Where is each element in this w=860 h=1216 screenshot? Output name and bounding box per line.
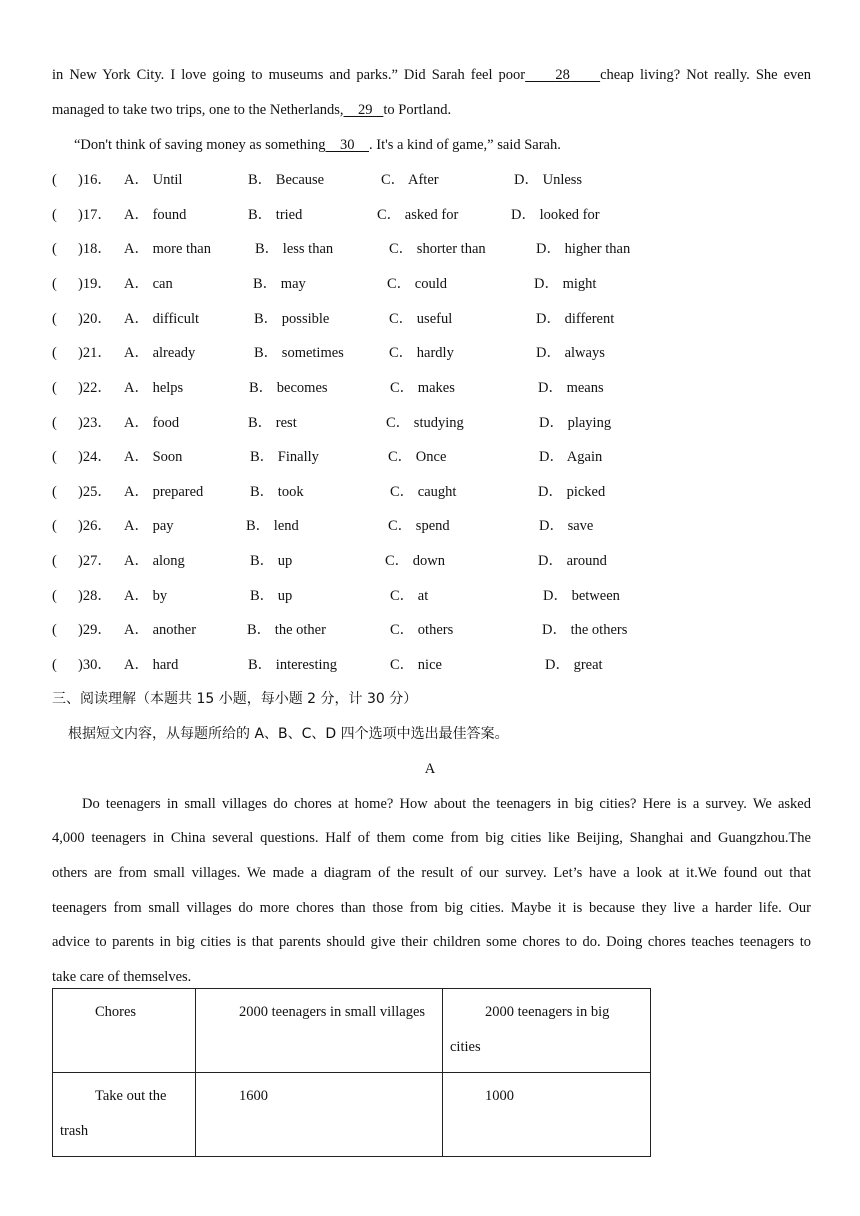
answer-paren: ( [52,380,57,396]
answer-paren: ( [52,207,57,223]
question-number: )18． [78,241,112,257]
option-a: A． can [124,276,173,292]
option-a: A． along [124,553,185,569]
question-number: )16． [78,172,112,188]
option-a: A． difficult [124,311,200,327]
question-number: )22． [78,380,112,396]
question-number: )30． [78,657,112,673]
option-a: A． Until [124,172,183,188]
question-number: )23． [78,415,112,431]
passage-line-2 [52,101,811,119]
answer-paren: ( [52,276,57,292]
option-b: B． took [250,484,304,500]
answer-paren: ( [52,553,57,569]
option-d: D． great [545,657,603,673]
reading-line: 4,000 teenagers in China several questions. Half of them come from big cities like Beijing, Shanghai and Guangzhou.The [52,830,811,846]
answer-paren: ( [52,518,57,534]
section-instruction: 根据短文内容，从每题所给的 A、B、C、D 四个选项中选出最佳答案。 [68,726,509,742]
question-number: )27． [78,553,112,569]
question-number: )17． [78,207,112,223]
blank-29: 29 [358,102,373,118]
option-a: A． more than [124,241,211,257]
option-c: C． shorter than [389,241,486,257]
option-c: C． studying [386,415,464,431]
option-a: A． by [124,588,168,604]
table-header-row [53,989,651,1073]
blank-30: 30 [340,137,355,153]
option-c: C． useful [389,311,453,327]
option-d: D． higher than [536,241,631,257]
option-a: A． already [124,345,196,361]
survey-table [52,988,651,1157]
table-header-cell [53,989,196,1073]
answer-paren: ( [52,415,57,431]
option-a: A． prepared [124,484,204,500]
answer-paren: ( [52,172,57,188]
option-b: B． may [253,276,306,292]
option-c: C． caught [390,484,457,500]
option-c: C． Once [388,449,447,465]
option-a: A． hard [124,657,179,673]
option-c: C． nice [390,657,442,673]
reading-line: teenagers from small villages do more chores than those from big cities. Maybe it is because they live a harder life. Our [52,900,811,916]
option-d: D． the others [542,622,628,638]
cities-count: 1000 [485,1088,514,1104]
answer-paren: ( [52,241,57,257]
option-c: C． makes [390,380,455,396]
table-header-cell [196,989,443,1073]
answer-paren: ( [52,345,57,361]
option-c: C． down [385,553,446,569]
table-cell [196,1073,443,1157]
passage-text: “Don't think of saving money as something [74,137,326,153]
chore-name: Take out the trash [60,1088,167,1139]
reading-line: advice to parents in big cities is that parents should give their children some chores to do. Doing chores teaches teenagers to [52,934,811,950]
blank-28: 28 [555,67,570,83]
option-c: C． others [390,622,454,638]
option-b: B． up [250,588,293,604]
option-d: D． looked for [511,207,600,223]
passage-text: to Portland. [383,102,452,118]
option-b: B． lend [246,518,299,534]
passage-text: in New York City. I love going to museums and parks.” Did Sarah feel poor [52,67,526,83]
question-number: )24． [78,449,112,465]
option-b: B． sometimes [254,345,344,361]
option-d: D． picked [538,484,606,500]
passage-line-1 [52,66,811,84]
option-b: B． rest [248,415,297,431]
option-a: A． found [124,207,187,223]
option-d: D． between [543,588,620,604]
answer-paren: ( [52,449,57,465]
header-chores: Chores [95,1004,137,1020]
table-row [53,1073,651,1157]
option-b: B． possible [254,311,330,327]
option-d: D． Again [539,449,603,465]
reading-line: others are from small villages. We made a diagram of the result of our survey. Let’s have a look at it.We found out that [52,865,811,881]
question-number: )29． [78,622,112,638]
option-c: C． spend [388,518,450,534]
option-d: D． might [534,276,597,292]
reading-line: take care of themselves. [52,969,192,985]
answer-paren: ( [52,588,57,604]
option-c: C． hardly [389,345,454,361]
header-cities: 2000 teenagers in big cities [450,1004,610,1055]
option-c: C． could [387,276,448,292]
question-number: )28． [78,588,112,604]
option-c: C． asked for [377,207,459,223]
answer-paren: ( [52,311,57,327]
section-heading: 三、阅读理解（本题共 15 小题，每小题 2 分，计 30 分） [52,691,418,707]
passage-text: cheap living? Not really. She even [600,67,811,83]
table-cell [443,1073,651,1157]
option-b: B． less than [255,241,334,257]
option-a: A． another [124,622,197,638]
question-number: )20． [78,311,112,327]
option-d: D． around [538,553,607,569]
answer-paren: ( [52,484,57,500]
reading-line: Do teenagers in small villages do chores at home? How about the teenagers in big cities? Here is a survey. We asked [82,796,811,812]
option-a: A． food [124,415,180,431]
question-number: )25． [78,484,112,500]
table-cell [53,1073,196,1157]
question-number: )26． [78,518,112,534]
passage-line-3 [74,136,811,154]
option-c: C． After [381,172,439,188]
option-b: B． interesting [248,657,338,673]
option-d: D． always [536,345,605,361]
option-d: D． playing [539,415,612,431]
option-d: D． save [539,518,594,534]
option-d: D． different [536,311,615,327]
question-number: )21． [78,345,112,361]
option-b: B． tried [248,207,303,223]
answer-paren: ( [52,622,57,638]
option-b: B． up [250,553,293,569]
header-villages: 2000 teenagers in small villages [239,1004,426,1020]
passage-text: managed to take two trips, one to the Netherlands, [52,102,344,118]
option-b: B． becomes [249,380,328,396]
option-a: A． helps [124,380,184,396]
table-header-cell [443,989,651,1073]
option-d: D． Unless [514,172,583,188]
option-c: C． at [390,588,429,604]
answer-paren: ( [52,657,57,673]
villages-count: 1600 [239,1088,268,1104]
passage-label: A [424,761,436,777]
question-number: )19． [78,276,112,292]
option-b: B． the other [247,622,326,638]
passage-text: . It's a kind of game,” said Sarah. [369,137,561,153]
option-d: D． means [538,380,604,396]
option-a: A． Soon [124,449,183,465]
option-b: B． Because [248,172,325,188]
option-b: B． Finally [250,449,319,465]
option-a: A． pay [124,518,174,534]
